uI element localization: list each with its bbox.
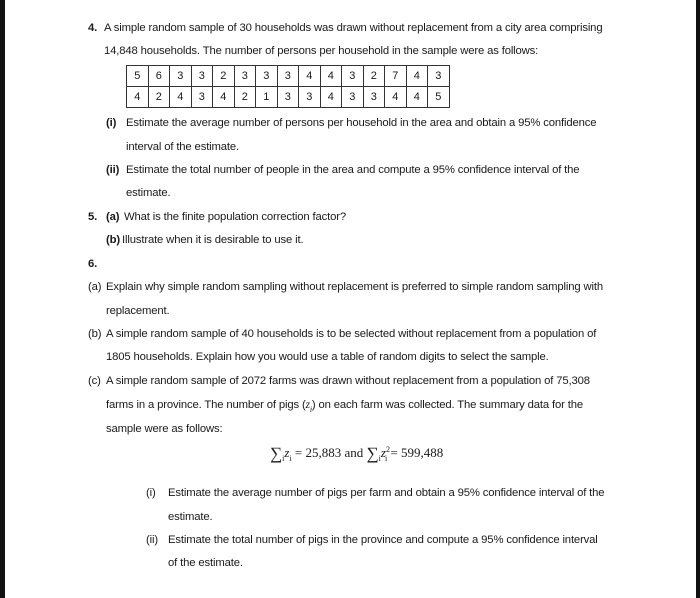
table-cell: 3 [342,66,364,87]
sum-symbol-2: ∑ [366,444,379,463]
formula-var-1: z [284,445,290,460]
q4-ii-label: (ii) [106,164,120,176]
q4-i-line1: Estimate the average number of persons per household in the area and obtain a 95% confidence [126,117,597,129]
formula-var-2: z [380,445,386,460]
pigs-variable: z [305,399,310,411]
formula-sup-2: 2 [385,445,390,454]
q5-b-label: (b) [106,234,120,246]
table-cell: 5 [127,66,149,87]
q5-number: 5. [88,211,98,223]
q5-a-label: (a) [106,211,120,223]
q4-text-line1: A simple random sample of 30 households was drawn without replacement from a city area comprising [104,22,603,34]
q5-b-text: Illustrate when it is desirable to use it. [122,234,304,246]
table-cell: 3 [256,66,278,87]
household-data-table [126,65,450,108]
table-cell: 4 [406,66,428,87]
q6-c-ii-label: (ii) [146,534,158,546]
q6-a-line2: replacement. [106,305,170,317]
q6-c-ii-line1: Estimate the total number of pigs in the province and compute a 95% confidence interval [168,534,598,546]
table-cell: 3 [342,87,364,108]
table-cell: 4 [320,66,342,87]
table-cell: 2 [234,87,256,108]
table-row [127,66,450,87]
formula-eq2: = 599,488 [390,445,444,460]
table-cell: 3 [277,66,299,87]
summary-formula [270,444,443,464]
q6-c-line3: sample were as follows: [106,423,223,435]
table-cell: 3 [191,87,213,108]
table-cell: 1 [256,87,278,108]
table-cell: 3 [299,87,321,108]
formula-and: and [344,445,364,460]
q6-c-i-line2: estimate. [168,511,213,523]
table-cell: 3 [428,66,450,87]
sum-index-2: i [378,454,381,463]
q6-c-line2-pre: farms in a province. The number of pigs ( [106,399,306,411]
table-cell: 4 [213,87,235,108]
q5-a-text: What is the finite population correction factor? [124,211,346,223]
table-cell: 3 [234,66,256,87]
table-cell: 2 [213,66,235,87]
table-cell: 4 [127,87,149,108]
q6-number: 6. [88,258,98,270]
sum-index-1: i [282,454,285,463]
q6-c-ii-line2: of the estimate. [168,557,243,569]
q6-a-line1: Explain why simple random sampling without replacement is preferred to simple random sampling with [106,281,604,293]
q6-b-line2: 1805 households. Explain how you would use a table of random digits to select the sample. [106,351,549,363]
table-row [127,87,450,108]
formula-eq1: = 25,883 [294,445,342,460]
q6-c-line1: A simple random sample of 2072 farms was drawn without replacement from a population of 75,308 [106,375,590,387]
formula-sub-2: i [384,454,388,463]
q4-i-line2: interval of the estimate. [126,141,240,153]
q6-c-line2-post: ) on each farm was collected. The summary data for the [311,399,584,411]
table-cell: 6 [148,66,170,87]
table-cell: 4 [299,66,321,87]
q6-b-label: (b) [88,328,102,340]
q6-c-label: (c) [88,375,101,387]
q4-text-line2: 14,848 households. The number of persons per household in the sample were as follows: [104,45,539,57]
q6-c-i-label: (i) [146,487,156,499]
q6-c-line2 [106,398,583,417]
table-cell: 2 [148,87,170,108]
table-cell: 3 [170,66,192,87]
pigs-variable-subscript: i [309,405,312,414]
sum-symbol-1: ∑ [270,444,283,463]
q4-i-label: (i) [106,117,117,129]
q4-ii-line1: Estimate the total number of people in the area and compute a 95% confidence interval of the [126,164,580,176]
table-cell: 4 [406,87,428,108]
q6-b-line1: A simple random sample of 40 households is to be selected without replacement from a population of [106,328,597,340]
table-cell: 5 [428,87,450,108]
q4-number: 4. [88,22,98,34]
table-cell: 3 [363,87,385,108]
q6-a-label: (a) [88,281,102,293]
table-cell: 4 [170,87,192,108]
q4-ii-line2: estimate. [126,187,171,199]
table-cell: 4 [320,87,342,108]
table-cell: 7 [385,66,407,87]
formula-sub-1: i [289,454,292,463]
table-cell: 2 [363,66,385,87]
table-cell: 4 [385,87,407,108]
q6-c-i-line1: Estimate the average number of pigs per farm and obtain a 95% confidence interval of the [168,487,605,499]
table-cell: 3 [277,87,299,108]
table-cell: 3 [191,66,213,87]
